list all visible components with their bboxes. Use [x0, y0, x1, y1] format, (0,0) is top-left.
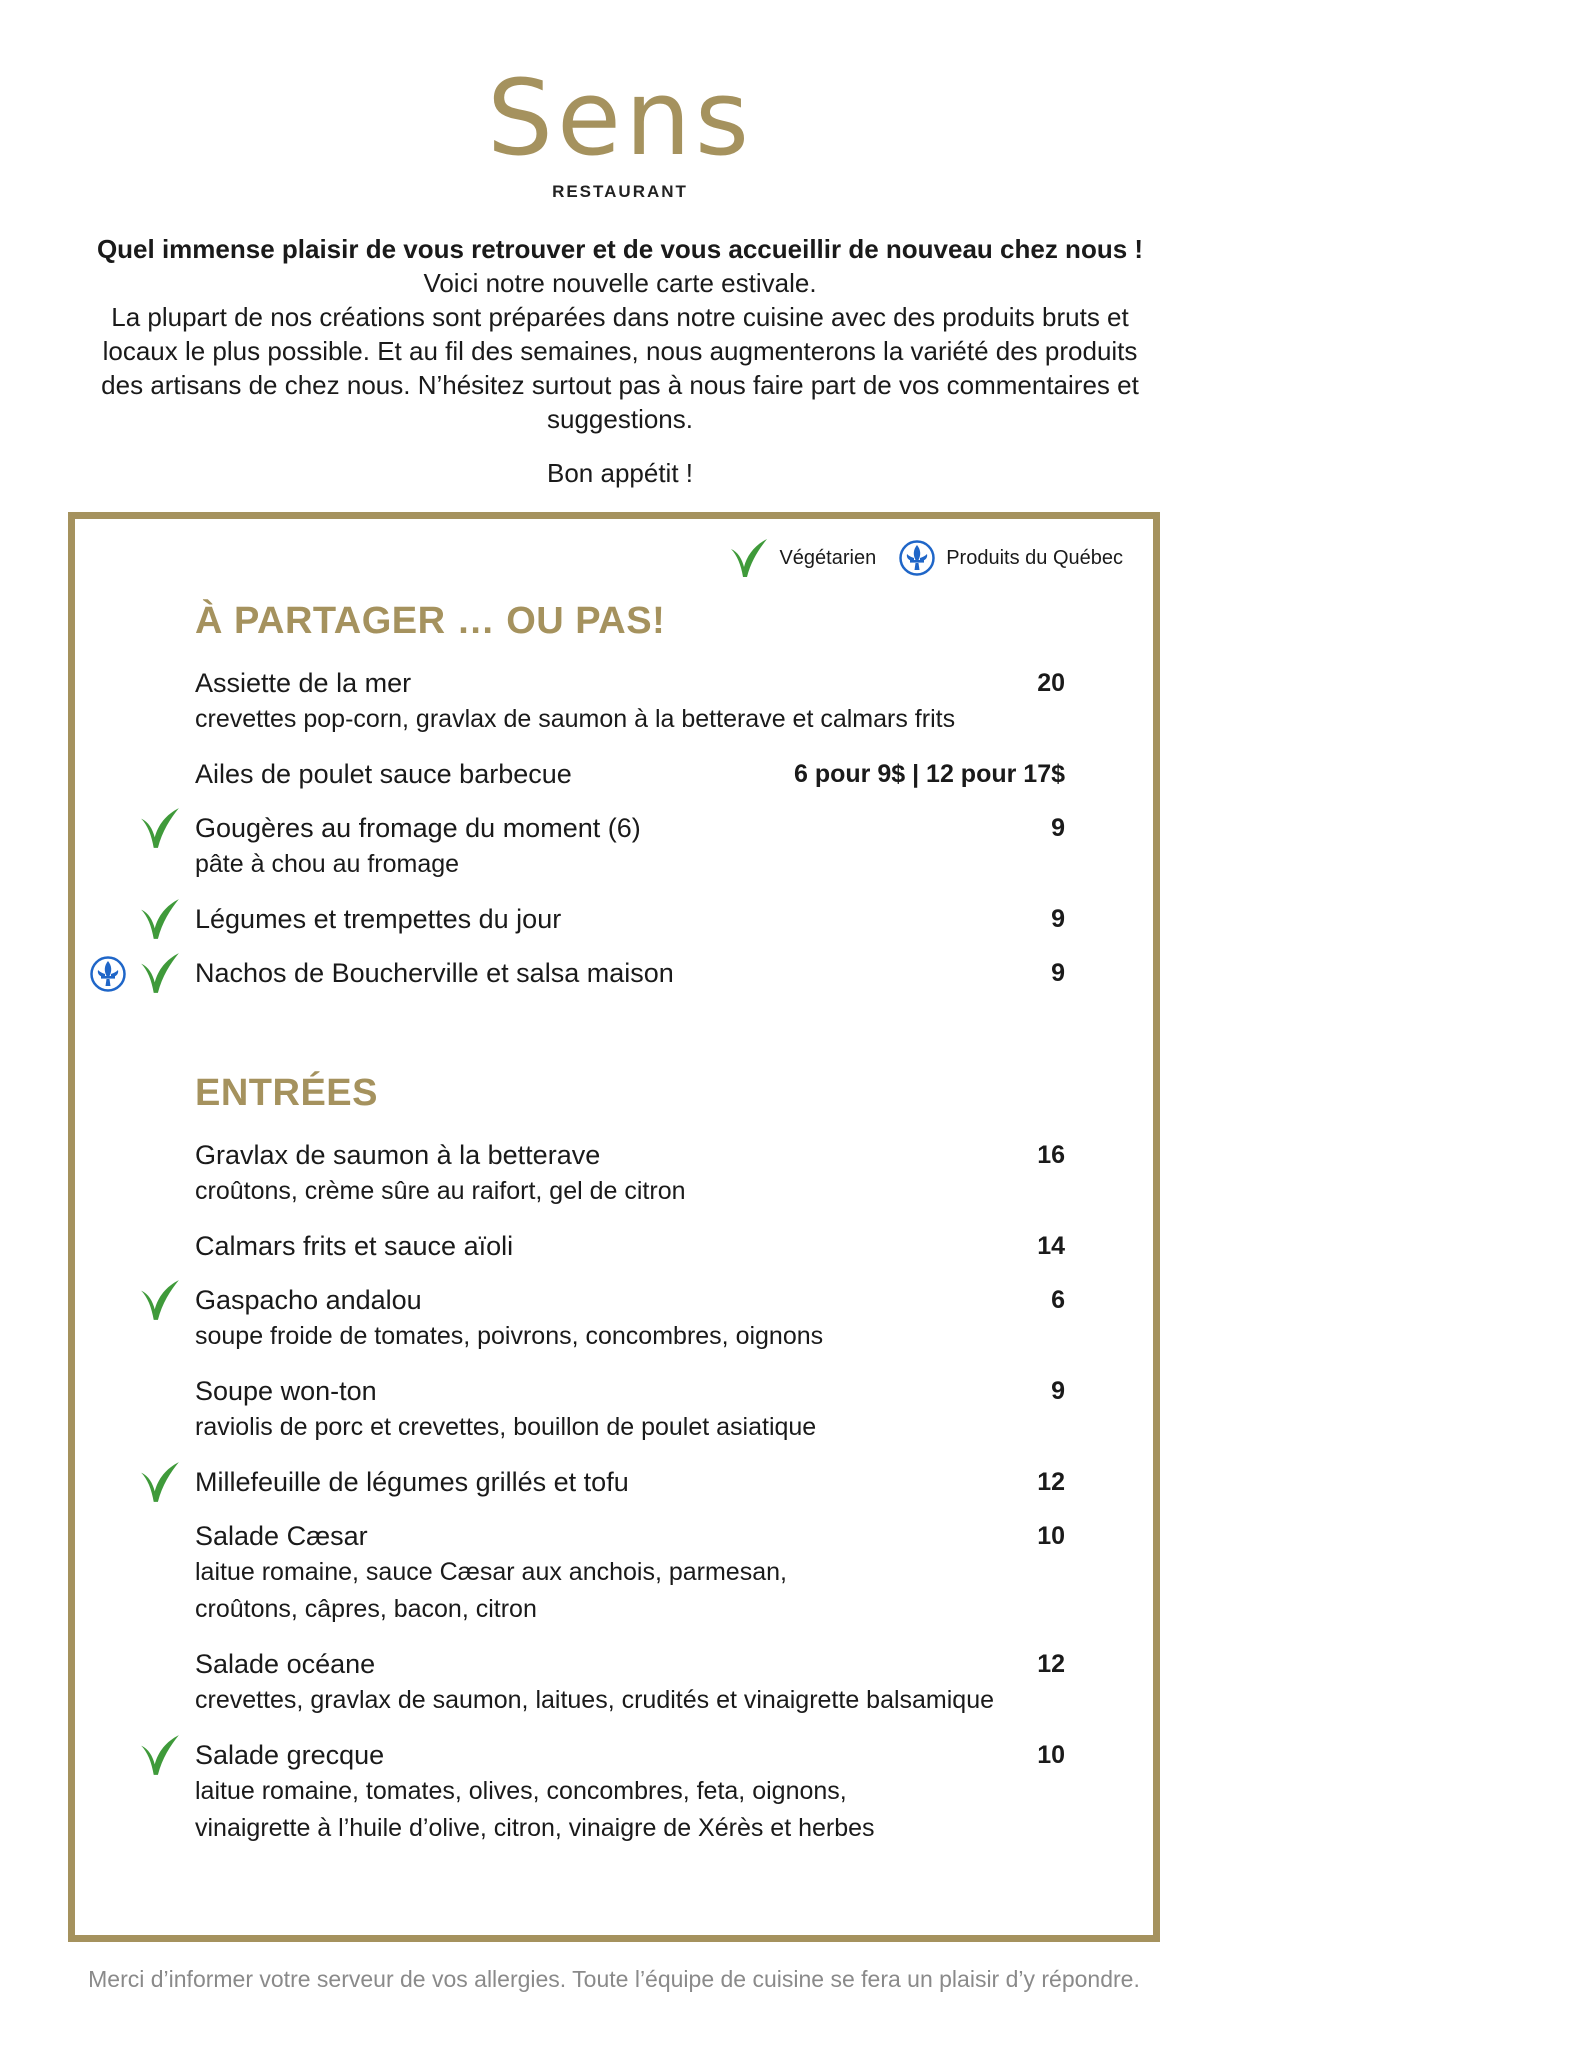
item-desc: crevettes pop-corn, gravlax de saumon à la betterave et calmars frits [195, 705, 956, 733]
item-price: 6 pour 9$ | 12 pour 17$ [794, 760, 1065, 788]
item-price: 20 [1037, 669, 1065, 697]
item-name: Nachos de Boucherville et salsa maison [195, 958, 674, 988]
item-desc: crevettes, gravlax de saumon, laitues, crudités et vinaigrette balsamique [195, 1686, 995, 1714]
menu-frame [68, 512, 1160, 1942]
item-price: 9 [1051, 959, 1065, 987]
item-name: Légumes et trempettes du jour [195, 904, 562, 934]
menu-item [195, 1373, 1065, 1446]
leaf-icon [139, 806, 181, 850]
menu-item [195, 1137, 1065, 1210]
section-title: À PARTAGER … OU PAS! [195, 600, 666, 642]
item-price: 9 [1051, 905, 1065, 933]
section-title: ENTRÉES [195, 1072, 378, 1114]
item-name: Salade Cæsar [195, 1521, 368, 1551]
logo-subtitle: RESTAURANT [552, 182, 688, 201]
intro-lead: Quel immense plaisir de vous retrouver et de vous accueillir de nouveau chez nous ! [96, 234, 1144, 264]
item-desc: soupe froide de tomates, poivrons, concombres, oignons [195, 1322, 824, 1350]
item-name: Salade grecque [195, 1740, 385, 1770]
menu-item [195, 810, 1065, 883]
menu-item [195, 1282, 1065, 1355]
menu-item [195, 901, 1065, 937]
item-name: Gougères au fromage du moment (6) [195, 813, 641, 843]
section-entrees [195, 1071, 1065, 1865]
item-desc: laitue romaine, tomates, olives, concombres, feta, oignons, vinaigrette à l’huile d’olive, citron, vinaigre de Xérès et herbes [195, 1777, 875, 1842]
menu-item [195, 1646, 1065, 1719]
leaf-icon [729, 537, 769, 579]
legend [729, 537, 1135, 579]
legend-vegetarian-label: Végétarien [779, 546, 877, 569]
item-name: Assiette de la mer [195, 668, 412, 698]
logo [470, 57, 770, 202]
intro-closing: Bon appétit ! [547, 458, 693, 488]
menu-item [195, 1464, 1065, 1500]
item-name: Millefeuille de légumes grillés et tofu [195, 1467, 629, 1497]
leaf-icon [139, 897, 181, 941]
fleur-de-lis-icon [898, 539, 936, 577]
menu-item [195, 1228, 1065, 1264]
intro-line2: Voici notre nouvelle carte estivale. [423, 268, 817, 298]
item-name: Gaspacho andalou [195, 1285, 422, 1315]
leaf-icon [139, 1733, 181, 1777]
fleur-de-lis-icon [89, 955, 127, 993]
menu-item [195, 1737, 1065, 1847]
item-name: Ailes de poulet sauce barbecue [195, 759, 572, 789]
item-price: 12 [1037, 1468, 1065, 1496]
item-desc: pâte à chou au fromage [195, 850, 460, 878]
legend-quebec-label: Produits du Québec [946, 546, 1123, 569]
item-desc: raviolis de porc et crevettes, bouillon de poulet asiatique [195, 1413, 817, 1441]
item-price: 10 [1037, 1741, 1065, 1769]
menu-item [195, 756, 1065, 792]
intro [80, 232, 1160, 490]
intro-paragraph: La plupart de nos créations sont préparées dans notre cuisine avec des produits bruts et locaux le plus possible. Et au fil des semaines, nous augmenterons la variété des produits des artisans de chez nous. N’hésitez surtout pas à nous faire part de vos commentaires et suggestions. [101, 302, 1139, 434]
leaf-icon [139, 951, 181, 995]
item-price: 9 [1051, 814, 1065, 842]
item-desc: laitue romaine, sauce Cæsar aux anchois, parmesan, croûtons, câpres, bacon, citron [195, 1558, 787, 1623]
item-name: Calmars frits et sauce aïoli [195, 1231, 514, 1261]
item-name: Gravlax de saumon à la betterave [195, 1140, 601, 1170]
item-price: 12 [1037, 1650, 1065, 1678]
item-desc: croûtons, crème sûre au raifort, gel de citron [195, 1177, 686, 1205]
item-name: Salade océane [195, 1649, 376, 1679]
menu-item [195, 665, 1065, 738]
section-a-partager [195, 599, 1065, 1009]
menu-item [195, 955, 1065, 991]
item-price: 6 [1051, 1286, 1065, 1314]
item-price: 10 [1037, 1522, 1065, 1550]
menu-item [195, 1518, 1065, 1628]
item-price: 16 [1037, 1141, 1065, 1169]
item-name: Soupe won-ton [195, 1376, 377, 1406]
item-price: 14 [1037, 1232, 1065, 1260]
leaf-icon [139, 1460, 181, 1504]
item-price: 9 [1051, 1377, 1065, 1405]
logo-word: Sens [486, 57, 754, 179]
allergy-note: Merci d’informer votre serveur de vos allergies. Toute l’équipe de cuisine se fera un plaisir d’y répondre. [88, 1966, 1140, 1992]
leaf-icon [139, 1278, 181, 1322]
